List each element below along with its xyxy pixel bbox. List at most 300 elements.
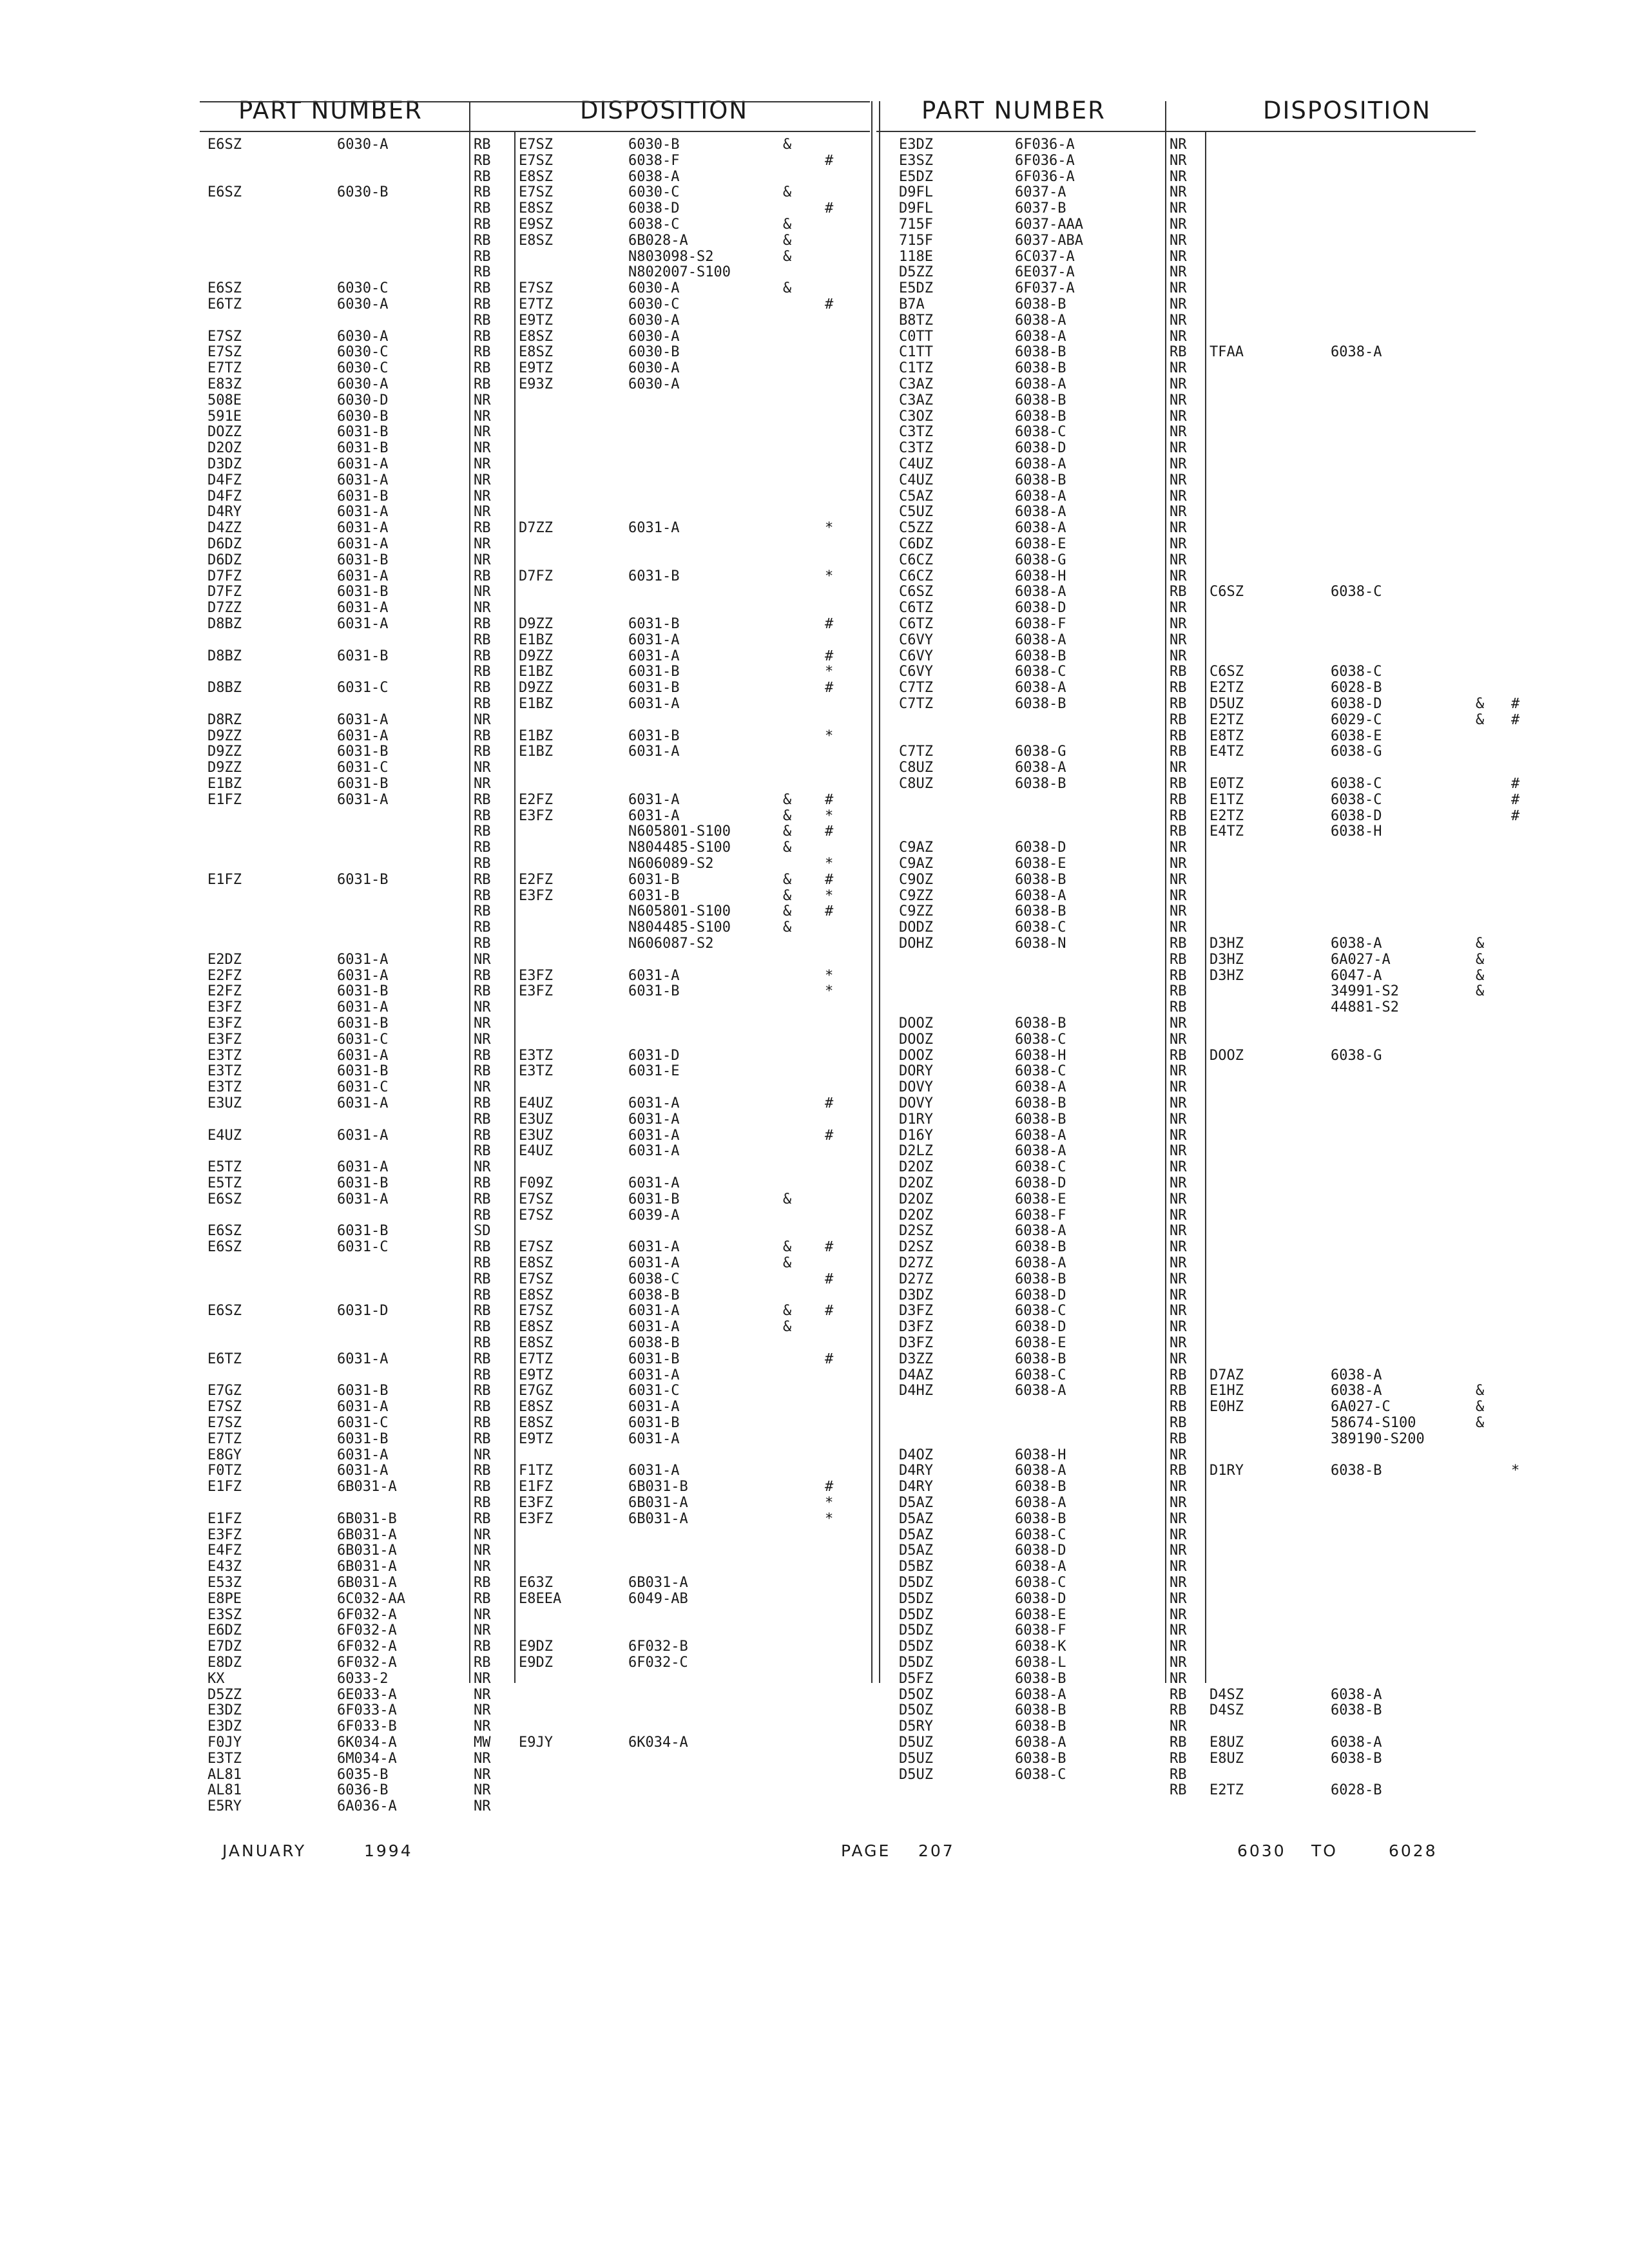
table-row <box>0 744 1629 760</box>
marker-1: & <box>1476 1415 1485 1431</box>
disposition-code: RB <box>474 744 491 760</box>
part-prefix: D8BZ <box>207 648 242 664</box>
disposition-code: NR <box>1170 216 1187 233</box>
disposition-code: NR <box>474 1526 491 1543</box>
target-base: N606087-S2 <box>628 936 714 952</box>
part-base: 6F033-B <box>337 1718 397 1735</box>
target-base: 6031-B <box>628 871 680 888</box>
table-row <box>0 1175 1629 1191</box>
disposition-code: RB <box>474 616 491 632</box>
target-prefix: E9DZ <box>519 1655 553 1671</box>
disposition-code: RB <box>1170 951 1187 968</box>
target-prefix: E8SZ <box>519 1287 553 1303</box>
disposition-code: RB <box>1170 999 1187 1016</box>
part-base: 6031-A <box>337 967 389 984</box>
part-base: 6038-A <box>1015 520 1066 537</box>
part-base: 6A036-A <box>337 1798 397 1815</box>
part-prefix: C5AZ <box>899 488 933 505</box>
part-base: 6F037-A <box>1015 280 1075 297</box>
disposition-code: NR <box>1170 248 1187 265</box>
part-base: 6038-E <box>1015 1335 1066 1351</box>
disposition-code: RB <box>474 568 491 584</box>
part-prefix: C0TT <box>899 328 933 345</box>
marker-2: # <box>1511 711 1520 728</box>
part-base: 6031-B <box>337 1430 389 1447</box>
target-base: 6031-D <box>628 1047 680 1064</box>
part-base: 6031-A <box>337 568 389 584</box>
table-row <box>0 1015 1629 1032</box>
disposition-code: NR <box>1170 1207 1187 1224</box>
target-prefix: F09Z <box>519 1175 553 1191</box>
table-row <box>0 1798 1629 1814</box>
part-base: 6038-B <box>1015 1111 1066 1128</box>
table-row <box>0 1559 1629 1575</box>
target-prefix: D9ZZ <box>519 680 553 697</box>
target-base: 6031-B <box>628 1415 680 1431</box>
part-prefix: D4RY <box>899 1479 933 1495</box>
target-base: 6B031-A <box>628 1495 688 1511</box>
target-base: 6038-C <box>1331 791 1382 808</box>
table-row <box>0 392 1629 408</box>
marker-2: * <box>825 727 834 744</box>
part-prefix: E3FZ <box>207 1031 242 1048</box>
part-base: 6031-B <box>337 648 389 664</box>
marker-2: # <box>825 1303 834 1320</box>
disposition-code: NR <box>474 1670 491 1687</box>
part-prefix: D5DZ <box>899 1590 933 1607</box>
marker-2: * <box>825 1510 834 1527</box>
part-base: 6038-A <box>1015 1559 1066 1575</box>
disposition-code: RB <box>1170 1686 1187 1703</box>
disposition-code: NR <box>1170 1526 1187 1543</box>
target-base: 6031-A <box>628 631 680 648</box>
target-base: 6031-B <box>628 664 680 680</box>
disposition-code: RB <box>1170 727 1187 744</box>
target-base: 6030-C <box>628 296 680 312</box>
part-base: 6038-F <box>1015 1207 1066 1224</box>
part-prefix: D3DZ <box>899 1287 933 1303</box>
part-prefix: C1TZ <box>899 360 933 377</box>
part-base: 6038-D <box>1015 1590 1066 1607</box>
marker-1: & <box>783 1319 792 1336</box>
disposition-code: NR <box>1170 1718 1187 1735</box>
disposition-code: RB <box>474 823 491 840</box>
part-prefix: E6SZ <box>207 1303 242 1320</box>
target-base: 6038-D <box>1331 807 1382 824</box>
part-base: 6038-B <box>1015 408 1066 425</box>
target-base: 6038-B <box>1331 1702 1382 1719</box>
part-prefix: D6DZ <box>207 552 242 568</box>
part-base: 6031-A <box>337 1127 389 1144</box>
part-prefix: D27Z <box>899 1271 933 1287</box>
part-base: 6038-A <box>1015 680 1066 697</box>
disposition-code: NR <box>1170 1271 1187 1287</box>
footer-page-number: 207 <box>918 1841 955 1860</box>
part-base: 6038-B <box>1015 1718 1066 1735</box>
disposition-code: RB <box>1170 1383 1187 1399</box>
part-base: 6031-B <box>337 1015 389 1032</box>
part-base: 6B031-B <box>337 1510 397 1527</box>
target-prefix: E2TZ <box>1210 711 1244 728</box>
part-prefix: E3TZ <box>207 1079 242 1096</box>
table-row <box>0 1575 1629 1591</box>
disposition-code: NR <box>1170 1655 1187 1671</box>
target-prefix: E1TZ <box>1210 791 1244 808</box>
part-prefix: E6SZ <box>207 137 242 153</box>
disposition-code: NR <box>1170 1095 1187 1111</box>
target-base: 6B031-A <box>628 1510 688 1527</box>
table-row <box>0 680 1629 696</box>
disposition-code: NR <box>1170 552 1187 568</box>
target-base: 6031-A <box>628 1430 680 1447</box>
disposition-code: NR <box>474 392 491 408</box>
disposition-code: RB <box>1170 1766 1187 1783</box>
table-row <box>0 616 1629 632</box>
disposition-code: RB <box>474 840 491 856</box>
target-prefix: E7GZ <box>519 1383 553 1399</box>
marker-1: & <box>1476 967 1485 984</box>
disposition-code: NR <box>474 600 491 617</box>
disposition-code: NR <box>474 1079 491 1096</box>
target-base: 6031-B <box>628 727 680 744</box>
table-row <box>0 919 1629 936</box>
disposition-code: NR <box>474 536 491 552</box>
table-row <box>0 153 1629 169</box>
marker-1: & <box>783 137 792 153</box>
table-row <box>0 952 1629 968</box>
target-base: 6031-A <box>628 1095 680 1111</box>
target-base: 6F032-C <box>628 1655 688 1671</box>
target-prefix: E4TZ <box>1210 744 1244 760</box>
part-prefix: E6SZ <box>207 280 242 297</box>
target-prefix: E8TZ <box>1210 727 1244 744</box>
target-base: 6031-A <box>628 1303 680 1320</box>
table-row <box>0 712 1629 728</box>
table-row <box>0 216 1629 233</box>
marker-2: # <box>1511 807 1520 824</box>
part-prefix: E5DZ <box>899 280 933 297</box>
disposition-code: NR <box>474 760 491 776</box>
target-base: N605801-S100 <box>628 903 731 920</box>
target-prefix: E93Z <box>519 376 553 392</box>
disposition-code: NR <box>1170 280 1187 297</box>
target-base: 6038-B <box>628 1287 680 1303</box>
part-base: 6031-A <box>337 1159 389 1176</box>
part-prefix: E1BZ <box>207 776 242 792</box>
target-base: 6031-A <box>628 1367 680 1383</box>
part-base: 6B031-A <box>337 1559 397 1575</box>
disposition-code: NR <box>1170 903 1187 920</box>
target-prefix: D3HZ <box>1210 967 1244 984</box>
disposition-code: RB <box>474 1095 491 1111</box>
disposition-code: RB <box>474 696 491 712</box>
target-prefix: E8SZ <box>519 1335 553 1351</box>
marker-2: # <box>825 823 834 840</box>
target-base: 6038-B <box>1331 1463 1382 1479</box>
part-base: 6038-C <box>1015 1031 1066 1048</box>
target-prefix: E3FZ <box>519 967 553 984</box>
disposition-code: NR <box>474 408 491 425</box>
disposition-code: RB <box>474 919 491 936</box>
part-base: 6038-B <box>1015 1015 1066 1032</box>
part-base: 6038-A <box>1015 312 1066 329</box>
disposition-code: NR <box>474 776 491 792</box>
target-prefix: E0TZ <box>1210 776 1244 792</box>
target-base: 6B028-A <box>628 232 688 249</box>
part-prefix: C7TZ <box>899 680 933 697</box>
target-base: 6030-B <box>628 344 680 361</box>
part-base: 6031-C <box>337 1079 389 1096</box>
target-prefix: E7SZ <box>519 1303 553 1320</box>
table-row <box>0 456 1629 472</box>
part-base: 6038-A <box>1015 1735 1066 1751</box>
part-base: 6031-A <box>337 711 389 728</box>
footer-range-from: 6030 <box>1237 1841 1286 1860</box>
target-prefix: E9JY <box>519 1735 553 1751</box>
disposition-code: NR <box>1170 1559 1187 1575</box>
part-prefix: C3AZ <box>899 392 933 408</box>
target-base: 6038-A <box>1331 1383 1382 1399</box>
table-row <box>0 1542 1629 1559</box>
part-base: 6E037-A <box>1015 264 1075 281</box>
target-prefix: E7SZ <box>519 137 553 153</box>
target-prefix: DOOZ <box>1210 1047 1244 1064</box>
part-prefix: DOHZ <box>899 936 933 952</box>
table-row <box>0 1718 1629 1735</box>
part-prefix: D8BZ <box>207 680 242 697</box>
part-prefix: D7ZZ <box>207 600 242 617</box>
target-prefix: E3FZ <box>519 887 553 904</box>
disposition-code: NR <box>474 1159 491 1176</box>
disposition-code: RB <box>1170 711 1187 728</box>
table-row <box>0 1143 1629 1159</box>
part-prefix: C6VY <box>899 631 933 648</box>
table-row <box>0 856 1629 872</box>
target-base: 6A027-C <box>1331 1399 1391 1416</box>
part-base: 6038-A <box>1015 328 1066 345</box>
disposition-code: RB <box>1170 1047 1187 1064</box>
part-base: 6038-F <box>1015 616 1066 632</box>
target-base: 6031-A <box>628 1175 680 1191</box>
part-base: 6038-B <box>1015 1095 1066 1111</box>
disposition-code: RB <box>1170 983 1187 1000</box>
right-part-number-header: PART NUMBER <box>921 97 1106 124</box>
marker-2: * <box>825 520 834 537</box>
target-prefix: E7TZ <box>519 1350 553 1367</box>
marker-1: & <box>783 1239 792 1256</box>
left-header-rule <box>200 131 870 132</box>
disposition-code: RB <box>1170 791 1187 808</box>
target-prefix: E8SZ <box>519 344 553 361</box>
table-row <box>0 776 1629 792</box>
part-base: 6038-D <box>1015 1542 1066 1559</box>
part-prefix: D2OZ <box>899 1191 933 1207</box>
part-base: 6038-B <box>1015 1510 1066 1527</box>
disposition-code: NR <box>474 951 491 968</box>
disposition-code: NR <box>1170 392 1187 408</box>
disposition-code: RB <box>1170 1463 1187 1479</box>
target-prefix: E8SZ <box>519 1319 553 1336</box>
part-prefix: E7SZ <box>207 344 242 361</box>
footer-date: JANUARY <box>222 1841 307 1860</box>
part-prefix: D3FZ <box>899 1303 933 1320</box>
disposition-code: RB <box>474 1063 491 1080</box>
disposition-code: RB <box>474 1575 491 1591</box>
disposition-code: NR <box>1170 1495 1187 1511</box>
disposition-code: NR <box>1170 1350 1187 1367</box>
part-prefix: D16Y <box>899 1127 933 1144</box>
part-prefix: DODZ <box>899 919 933 936</box>
part-base: 6038-A <box>1015 1383 1066 1399</box>
part-prefix: E7DZ <box>207 1639 242 1655</box>
disposition-code: NR <box>474 1686 491 1703</box>
disposition-code: NR <box>474 456 491 472</box>
part-prefix: DOOZ <box>899 1015 933 1032</box>
part-prefix: C7TZ <box>899 696 933 712</box>
disposition-code: RB <box>1170 680 1187 697</box>
table-row <box>0 792 1629 808</box>
part-base: 6038-C <box>1015 1367 1066 1383</box>
disposition-code: NR <box>1170 360 1187 377</box>
target-base: N804485-S100 <box>628 840 731 856</box>
part-base: 6038-G <box>1015 552 1066 568</box>
disposition-code: NR <box>1170 856 1187 872</box>
target-base: 6049-AB <box>628 1590 688 1607</box>
disposition-code: NR <box>474 1542 491 1559</box>
target-prefix: E2TZ <box>1210 1782 1244 1799</box>
target-prefix: E7SZ <box>519 184 553 201</box>
target-base: 6038-D <box>628 200 680 217</box>
part-prefix: D2SZ <box>899 1239 933 1256</box>
target-base: 6031-B <box>628 616 680 632</box>
target-base: 6038-A <box>1331 936 1382 952</box>
part-base: 6038-B <box>1015 903 1066 920</box>
disposition-code: RB <box>474 280 491 297</box>
disposition-code: RB <box>474 1463 491 1479</box>
marker-1: & <box>783 248 792 265</box>
disposition-code: RB <box>474 137 491 153</box>
disposition-code: RB <box>474 887 491 904</box>
disposition-code: RB <box>474 1287 491 1303</box>
target-prefix: F1TZ <box>519 1463 553 1479</box>
part-base: 6031-A <box>337 504 389 521</box>
disposition-code: RB <box>474 1335 491 1351</box>
part-base: 6031-A <box>337 472 389 488</box>
part-base: 6038-B <box>1015 1350 1066 1367</box>
part-base: 6031-A <box>337 951 389 968</box>
target-base: 6B031-A <box>628 1575 688 1591</box>
part-prefix: E5DZ <box>899 168 933 185</box>
disposition-code: RB <box>474 903 491 920</box>
target-base: 6030-C <box>628 184 680 201</box>
table-row <box>0 1159 1629 1175</box>
disposition-code: NR <box>474 999 491 1016</box>
part-prefix: E2DZ <box>207 951 242 968</box>
right-header-rule <box>876 131 1476 132</box>
target-base: 6031-A <box>628 520 680 537</box>
target-prefix: E8SZ <box>519 168 553 185</box>
part-base: 6030-C <box>337 280 389 297</box>
disposition-code: NR <box>474 1031 491 1048</box>
disposition-code: NR <box>1170 1639 1187 1655</box>
part-prefix: E53Z <box>207 1575 242 1591</box>
part-base: 6030-A <box>337 137 389 153</box>
target-base: 6038-A <box>628 168 680 185</box>
table-row <box>0 1063 1629 1079</box>
disposition-code: RB <box>474 1495 491 1511</box>
disposition-code: RB <box>474 1143 491 1160</box>
table-row <box>0 1751 1629 1767</box>
part-base: 6031-B <box>337 776 389 792</box>
target-prefix: E8EEA <box>519 1590 562 1607</box>
part-prefix: C6VY <box>899 648 933 664</box>
table-row <box>0 344 1629 360</box>
disposition-code: NR <box>1170 1127 1187 1144</box>
part-base: 6038-H <box>1015 1446 1066 1463</box>
marker-1: & <box>783 791 792 808</box>
target-prefix: E9TZ <box>519 1430 553 1447</box>
part-prefix: C5UZ <box>899 504 933 521</box>
disposition-code: NR <box>1170 1159 1187 1176</box>
part-prefix: C6VY <box>899 664 933 680</box>
target-prefix: E1HZ <box>1210 1383 1244 1399</box>
target-base: 6031-B <box>628 983 680 1000</box>
part-prefix: E7TZ <box>207 360 242 377</box>
target-base: 6031-A <box>628 696 680 712</box>
part-base: 6031-B <box>337 584 389 601</box>
part-base: 6038-A <box>1015 1463 1066 1479</box>
disposition-code: RB <box>474 360 491 377</box>
part-base: 6038-A <box>1015 584 1066 601</box>
table-row <box>0 169 1629 185</box>
part-prefix: D5DZ <box>899 1622 933 1639</box>
table-row <box>0 584 1629 600</box>
marker-1: & <box>1476 936 1485 952</box>
part-prefix: E3DZ <box>207 1718 242 1735</box>
part-base: 6038-B <box>1015 1479 1066 1495</box>
target-base: 6038-B <box>628 1335 680 1351</box>
part-base: 6F036-A <box>1015 168 1075 185</box>
target-prefix: D9ZZ <box>519 648 553 664</box>
target-prefix: E8UZ <box>1210 1735 1244 1751</box>
disposition-code: NR <box>474 1782 491 1799</box>
marker-1: & <box>783 871 792 888</box>
target-base: 6031-A <box>628 1239 680 1256</box>
table-row <box>0 488 1629 505</box>
disposition-code: NR <box>1170 1223 1187 1240</box>
target-base: N605801-S100 <box>628 823 731 840</box>
table-row <box>0 968 1629 984</box>
part-base: 6031-A <box>337 616 389 632</box>
disposition-code: RB <box>474 216 491 233</box>
table-row <box>0 1335 1629 1351</box>
target-prefix: D9ZZ <box>519 616 553 632</box>
disposition-code: NR <box>1170 1479 1187 1495</box>
marker-1: & <box>1476 983 1485 1000</box>
disposition-code: NR <box>474 552 491 568</box>
disposition-code: NR <box>1170 1031 1187 1048</box>
table-row <box>0 329 1629 345</box>
part-prefix: C6DZ <box>899 536 933 552</box>
disposition-code: NR <box>474 711 491 728</box>
part-prefix: E8DZ <box>207 1655 242 1671</box>
part-prefix: E6SZ <box>207 1239 242 1256</box>
target-base: 6F032-B <box>628 1639 688 1655</box>
target-prefix: D3HZ <box>1210 936 1244 952</box>
target-base: 6038-C <box>628 216 680 233</box>
part-prefix: D4FZ <box>207 488 242 505</box>
table-row <box>0 1702 1629 1718</box>
